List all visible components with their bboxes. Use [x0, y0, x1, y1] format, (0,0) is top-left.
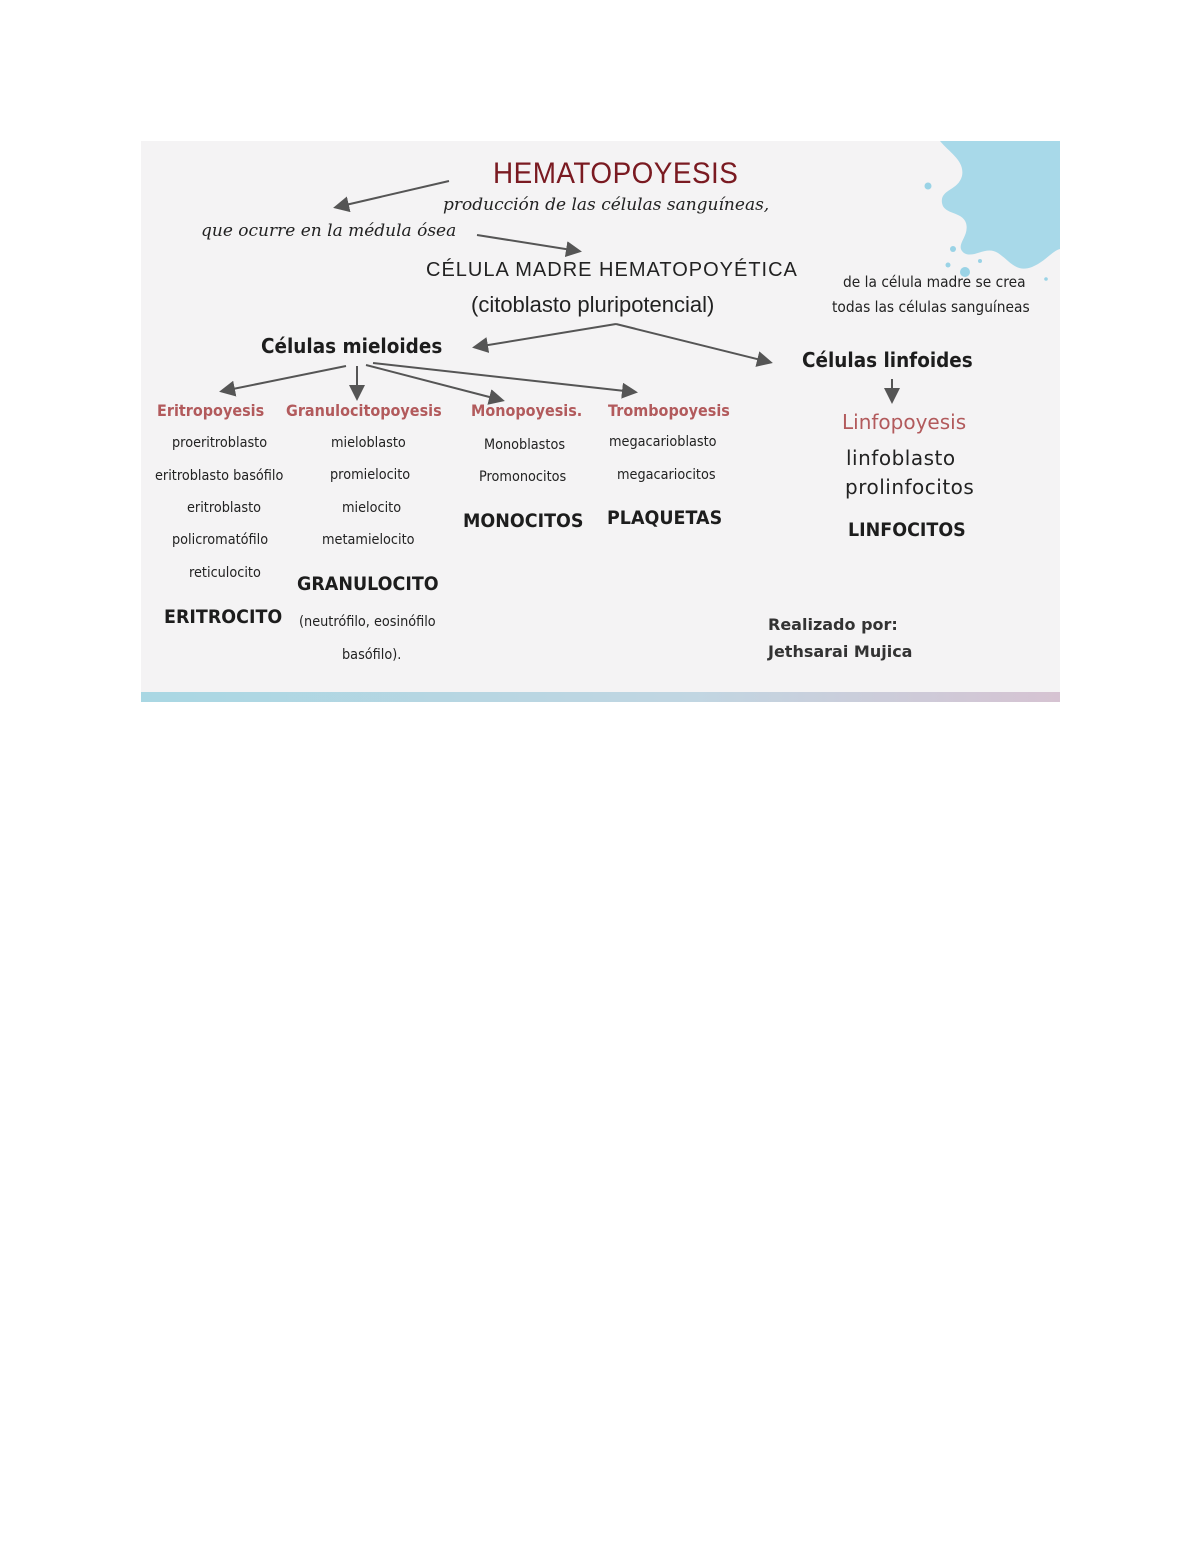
granulo-step-2: promielocito [330, 467, 411, 483]
linfocitos-result: LINFOCITOS [848, 519, 966, 541]
arrow-myeloid-to-eritro [223, 366, 346, 391]
mono-step-1: Monoblastos [484, 437, 566, 453]
side-note-line-2: todas las células sanguíneas [832, 298, 1030, 316]
arrow-stem-to-myeloid [476, 324, 616, 347]
process-linfopoyesis: Linfopoyesis [842, 410, 967, 434]
arrow-title-to-location [337, 181, 449, 207]
mono-step-2: Promonocitos [479, 469, 567, 485]
process-eritropoyesis: Eritropoyesis [157, 401, 265, 420]
granulocito-types-1: (neutrófilo, eosinófilo [299, 614, 436, 630]
linfo-step-2: prolinfocitos [845, 475, 975, 499]
location-text: que ocurre en la médula ósea [201, 221, 457, 241]
plaquetas-result: PLAQUETAS [607, 507, 723, 529]
trombo-step-1: megacarioblasto [609, 434, 717, 450]
monocitos-result: MONOCITOS [463, 510, 584, 532]
arrow-location-to-stem [477, 235, 578, 251]
granulo-step-3: mielocito [342, 500, 402, 516]
eritrocito-result: ERITROCITO [164, 606, 283, 628]
eritro-step-1: proeritroblasto [172, 435, 268, 451]
process-granulocitopoyesis: Granulocitopoyesis [286, 401, 442, 420]
granulocito-result: GRANULOCITO [297, 573, 439, 595]
diagram-slide [141, 141, 1060, 702]
lymphoid-cells-label: Células linfoides [802, 348, 973, 372]
credits-label: Realizado por: [768, 615, 898, 634]
eritro-step-3: eritroblasto [187, 500, 262, 516]
diagram-title: HEMATOPOYESIS [493, 157, 739, 190]
linfo-step-1: linfoblasto [846, 446, 956, 470]
granulo-step-1: mieloblasto [331, 435, 406, 451]
side-note-line-1: de la célula madre se crea [843, 273, 1026, 291]
subtitle-text: producción de las células sanguíneas, [443, 195, 770, 215]
arrow-stem-to-lymphoid [616, 324, 769, 362]
granulocito-types-2: basófilo). [342, 647, 402, 663]
eritro-step-2: eritroblasto basófilo [155, 468, 284, 484]
granulo-step-4: metamielocito [322, 532, 415, 548]
trombo-step-2: megacariocitos [617, 467, 716, 483]
stem-cell-name: CÉLULA MADRE HEMATOPOYÉTICA [426, 259, 798, 281]
process-monopoyesis: Monopoyesis. [471, 401, 583, 420]
eritro-step-5: reticulocito [189, 565, 261, 581]
eritro-step-4: policromatófilo [172, 532, 269, 548]
stem-cell-alt-name: (citoblasto pluripotencial) [471, 292, 715, 317]
credits-author: Jethsarai Mujica [768, 642, 913, 661]
bottom-gradient-bar [141, 692, 1060, 702]
myeloid-cells-label: Células mieloides [261, 334, 443, 358]
process-trombopoyesis: Trombopoyesis [608, 401, 730, 420]
